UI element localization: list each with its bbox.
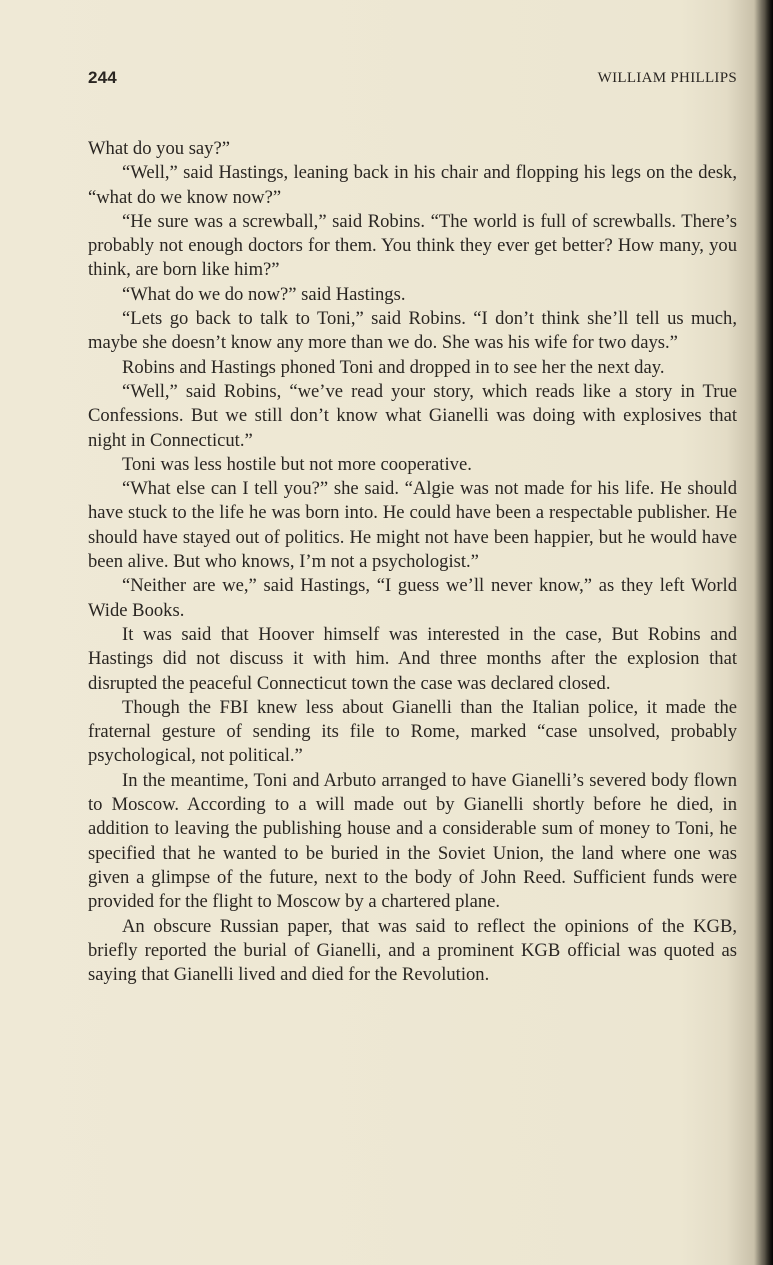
page-number: 244 bbox=[88, 68, 117, 87]
running-head: WILLIAM PHILLIPS bbox=[597, 70, 737, 86]
paragraph: “Lets go back to talk to Toni,” said Robins. “I don’t think she’ll tell us much, maybe she doesn’t know any more than we do. She was his wife for two days.” bbox=[88, 308, 737, 354]
paragraph: “Well,” said Hastings, leaning back in his chair and flopping his legs on the desk, “what do we know now?” bbox=[88, 162, 737, 208]
page-gutter-shadow bbox=[755, 0, 773, 1265]
page-header bbox=[88, 68, 737, 92]
paragraph: What do you say?” bbox=[88, 138, 230, 159]
paragraph: “Neither are we,” said Hastings, “I guess we’ll never know,” as they left World Wide Books. bbox=[88, 575, 737, 621]
paragraph: It was said that Hoover himself was interested in the case, But Robins and Hastings did not discuss it with him. And three months after the explosion that disrupted the peaceful Connecticut town the case was declared closed. bbox=[88, 623, 737, 694]
paragraph: An obscure Russian paper, that was said to reflect the opinions of the KGB, briefly reported the burial of Gianelli, and a prominent KGB official was quoted as saying that Gianelli lived and died for the Revolution. bbox=[88, 915, 737, 986]
paragraph: “He sure was a screwball,” said Robins. “The world is full of screwballs. There’s probably not enough doctors for them. You think they ever get better? How many, you think, are born like him?” bbox=[88, 210, 737, 281]
paragraph: Robins and Hastings phoned Toni and dropped in to see her the next day. bbox=[122, 356, 665, 378]
body-text bbox=[88, 137, 737, 987]
paragraph: Toni was less hostile but not more cooperative. bbox=[122, 453, 472, 475]
paragraph: In the meantime, Toni and Arbuto arranged to have Gianelli’s severed body flown to Moscow. According to a will made out by Gianelli shortly before he died, in addition to leaving the publishing house and a considerable sum of money to Toni, he specified that he wanted to be buried in the Soviet Union, the land where one was given a glimpse of the future, next to the body of John Reed. Sufficient funds were provided for the flight to Moscow by a chartered plane. bbox=[88, 769, 737, 913]
paragraph: Though the FBI knew less about Gianelli than the Italian police, it made the fraternal gesture of sending its file to Rome, marked “case unsolved, probably psychological, not political.” bbox=[88, 696, 737, 767]
paragraph: “What do we do now?” said Hastings. bbox=[122, 283, 406, 305]
paragraph: “What else can I tell you?” she said. “Algie was not made for his life. He should have stuck to the life he was born into. He could have been a respectable publisher. He should have stayed out of politics. He might not have been happier, but he would have been alive. But who knows, I’m not a psychologist.” bbox=[88, 478, 737, 573]
paragraph: “Well,” said Robins, “we’ve read your story, which reads like a story in True Confessions. But we still don’t know what Gianelli was doing with explosives that night in Connecticut.” bbox=[88, 380, 737, 451]
